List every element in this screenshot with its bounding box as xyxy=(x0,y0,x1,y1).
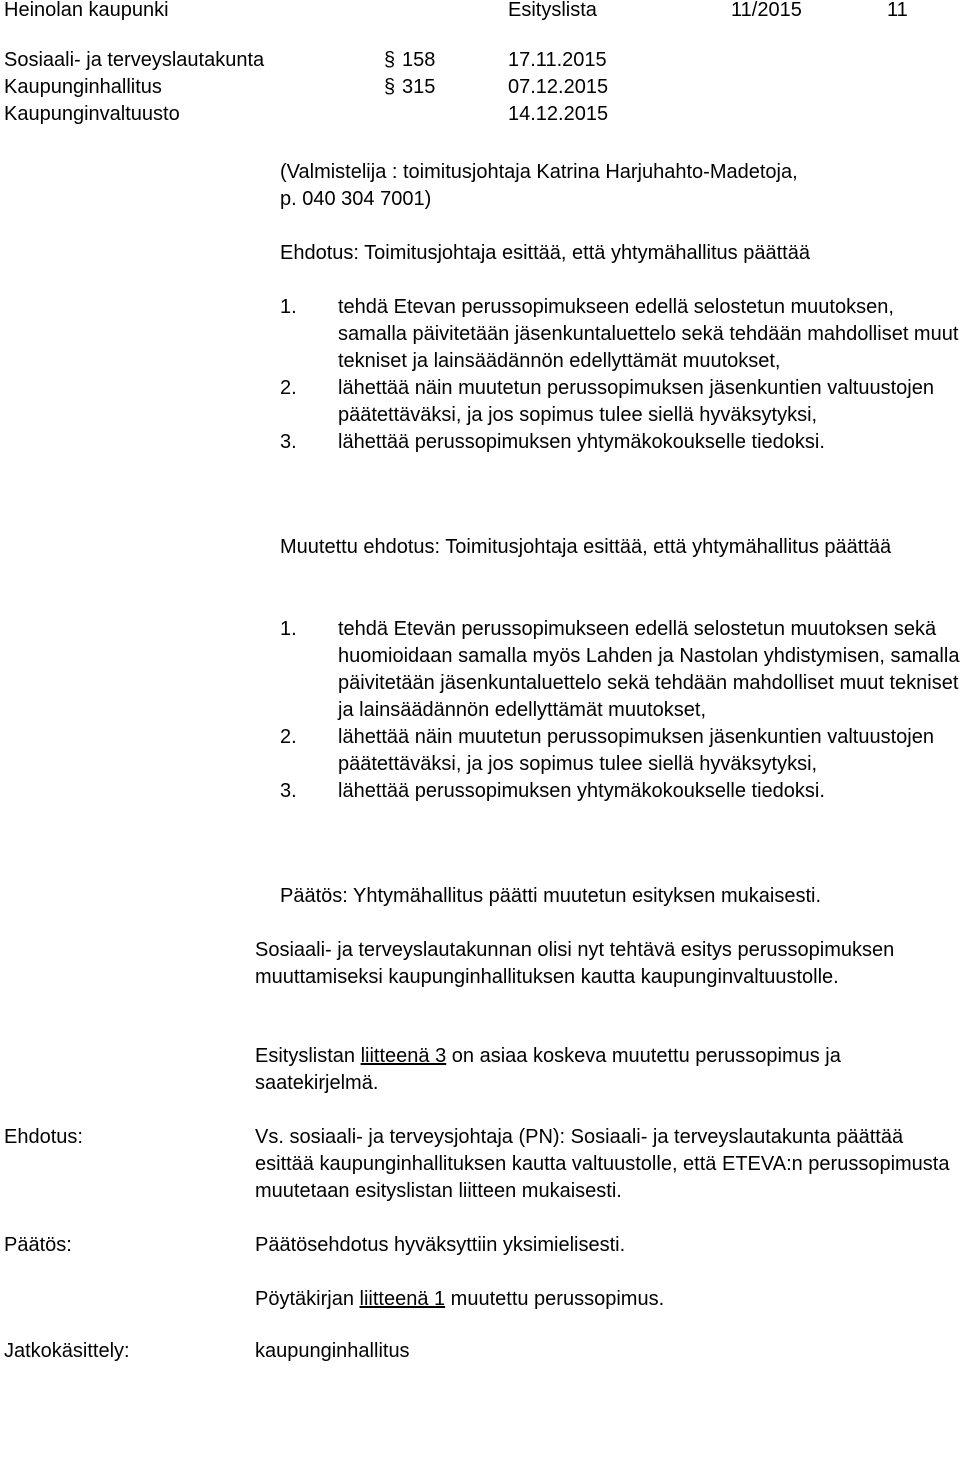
board-decision: Päätös: Yhtymähallitus päätti muutetun esityksen mukaisesti. xyxy=(280,885,822,907)
list-item xyxy=(280,429,960,456)
meeting-section: 315 xyxy=(402,76,436,98)
item-text: lähettää näin muutetun perussopimuksen jäsenkuntien valtuustojen päätettäväksi, ja jos sopimus tulee siellä hyväksytyksi, xyxy=(338,377,934,426)
list-item xyxy=(280,375,960,429)
header-city: Heinolan kaupunki xyxy=(4,0,169,21)
item-number: 2. xyxy=(280,726,297,748)
attachment-note-text: Esityslistan xyxy=(255,1045,361,1067)
ehdotus-text: Vs. sosiaali- ja terveysjohtaja (PN): Sosiaali- ja terveyslautakunta päättää esittää kaupunginhallituksen kautta valtuustolle, että ETEVA:n perussopimusta muutetaan esityslistan liitteen mukaisesti. xyxy=(255,1126,950,1202)
minutes-note xyxy=(255,1286,664,1313)
item-text: lähettää perussopimuksen yhtymäkokoukselle tiedoksi. xyxy=(338,780,825,802)
meeting-body: Kaupunginvaltuusto xyxy=(4,103,180,125)
attachment-note xyxy=(255,1043,950,1097)
meeting-date: 07.12.2015 xyxy=(508,76,609,98)
list-item xyxy=(280,778,960,805)
section-sign-icon: § xyxy=(384,49,396,71)
section-sign-icon: § xyxy=(384,76,396,98)
meeting-body: Kaupunginhallitus xyxy=(4,76,162,98)
item-text: lähettää perussopimuksen yhtymäkokoukselle tiedoksi. xyxy=(338,431,825,453)
meeting-body: Sosiaali- ja terveyslautakunta xyxy=(4,49,265,71)
attachment-link[interactable]: liitteenä 3 xyxy=(360,1045,447,1067)
item-text: tehdä Etevan perussopimukseen edellä selostetun muutoksen, samalla päivitetään jäsenkuntaluettelo sekä tehdään mahdolliset muut tekniset ja lainsäädännön edellyttämät muutokset, xyxy=(338,296,959,372)
attachment-note-text: on asiaa koskeva muutettu perussopimus ja saatekirjelmä. xyxy=(255,1045,841,1094)
amended-proposal-intro: Muutettu ehdotus: Toimitusjohtaja esittää, että yhtymähallitus päättää xyxy=(280,536,892,558)
minutes-note-text: Pöytäkirjan xyxy=(255,1288,360,1310)
item-number: 3. xyxy=(280,431,297,453)
item-number: 3. xyxy=(280,780,297,802)
list-item xyxy=(280,294,960,375)
header-issue: 11/2015 xyxy=(731,0,802,21)
proposal-intro: Ehdotus: Toimitusjohtaja esittää, että yhtymähallitus päättää xyxy=(280,242,810,264)
meeting-section: 158 xyxy=(402,49,436,71)
amended-proposal-list xyxy=(280,616,960,805)
preparer-line1: (Valmistelija : toimitusjohtaja Katrina Harjuhahto-Madetoja, xyxy=(280,161,798,183)
header-page: 11 xyxy=(887,0,908,21)
proposal-list xyxy=(280,294,960,456)
paatos-text: Päätösehdotus hyväksyttiin yksimielisesti. xyxy=(255,1234,626,1256)
item-number: 2. xyxy=(280,377,297,399)
item-text: lähettää näin muutetun perussopimuksen jäsenkuntien valtuustojen päätettäväksi, ja jos sopimus tulee siellä hyväksytyksi, xyxy=(338,726,934,775)
meeting-date: 14.12.2015 xyxy=(508,103,609,125)
item-number: 1. xyxy=(280,618,297,640)
meeting-date: 17.11.2015 xyxy=(508,49,607,71)
minutes-attachment-link[interactable]: liitteenä 1 xyxy=(359,1288,446,1310)
jatkokasittely-text: kaupunginhallitus xyxy=(255,1340,410,1362)
preparer-line2: p. 040 304 7001) xyxy=(280,188,432,210)
list-item xyxy=(280,616,960,724)
jatkokasittely-label: Jatkokäsittely: xyxy=(4,1340,130,1362)
item-number: 1. xyxy=(280,296,297,318)
committee-note: Sosiaali- ja terveyslautakunnan olisi nyt tehtävä esitys perussopimuksen muuttamiseksi kaupunginhallituksen kautta kaupunginvaltuustolle. xyxy=(255,939,895,988)
header-doc-type: Esityslista xyxy=(508,0,597,21)
minutes-note-text: muutettu perussopimus. xyxy=(445,1288,665,1310)
ehdotus-label: Ehdotus: xyxy=(4,1126,83,1148)
list-item xyxy=(280,724,960,778)
paatos-label: Päätös: xyxy=(4,1234,72,1256)
item-text: tehdä Etevän perussopimukseen edellä selostetun muutoksen sekä huomioidaan samalla myös Lahden ja Nastolan yhdistymisen, samalla päivitetään jäsenkuntaluettelo sekä tehdään mahdolliset muut tekniset ja lainsäädännön edellyttämät muutokset, xyxy=(338,618,960,721)
